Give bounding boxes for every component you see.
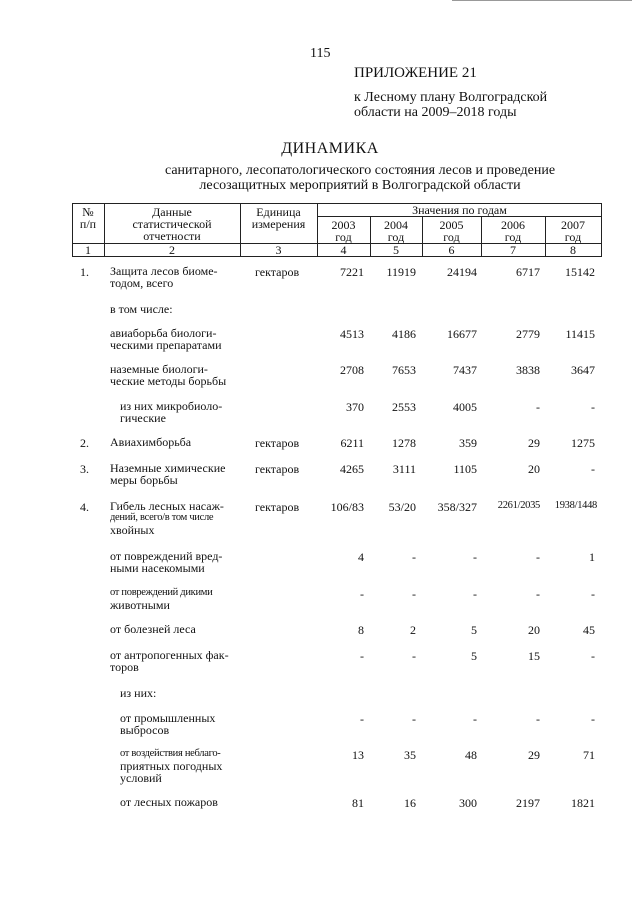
header-unit-line-2: измерения [251,217,306,231]
row-label-line: от повреждений дикими [110,587,213,598]
row-label [110,462,238,486]
row-label [110,303,238,315]
value-2004: - [412,649,416,663]
value-2006: 2779 [516,327,540,341]
header-number [72,206,104,230]
row-label [110,587,238,611]
value-2007: 45 [583,623,595,637]
header-number-symbol: № [82,205,94,219]
row-number: 4. [80,500,89,514]
row-label [120,400,238,424]
column-numbers-rule [72,256,602,257]
appendix-line-1: к Лесному плану Волгоградской [354,90,548,105]
value-2003: 13 [352,748,364,762]
row-label [110,363,238,387]
row-label-line: дений, всего/в том числе [110,512,214,523]
value-2003: 106/83 [330,500,364,514]
row-label-line: выбросов [120,723,170,737]
header-year-value: 2003 [331,218,356,232]
row-unit: гектаров [255,462,300,476]
row-label-line: Авиахимборьба [110,435,192,449]
header-unit [240,206,317,230]
row-label-line: животными [110,598,170,612]
row-label [110,649,238,673]
column-number: 5 [393,243,399,257]
value-2006: 29 [528,748,540,762]
value-2007: 71 [583,748,595,762]
value-2005: 7437 [453,363,477,377]
row-label-line: ными насекомыми [110,561,205,575]
row-label-line: торов [110,660,139,674]
row-unit: гектаров [255,265,300,279]
row-label [120,712,238,736]
appendix-subtitle [354,90,547,120]
header-data-line-2: статистической [132,217,212,231]
page-number: 115 [310,46,331,61]
value-2006: 2197 [516,796,540,810]
value-2007: - [591,400,595,414]
value-2007: 11415 [565,327,595,341]
value-2006: 20 [528,462,540,476]
header-year-2003 [317,219,370,243]
document-subtitle [160,163,560,193]
row-label-line: гические [120,411,166,425]
value-2005: 358/327 [437,500,477,514]
value-2005: 4005 [453,400,477,414]
header-data [104,206,240,242]
value-2005: 48 [465,748,477,762]
header-year-value: 2005 [439,218,464,232]
value-2005: 5 [471,623,477,637]
column-number: 7 [510,243,516,257]
row-label-line: Наземные химические [110,461,226,475]
value-2004: - [412,550,416,564]
value-2007: - [591,587,595,601]
header-year-2004 [370,219,422,243]
header-data-line-3: отчетности [143,229,201,243]
subtitle-line-1: санитарного, лесопатологического состояния лесов и проведение [164,163,556,178]
value-2004: - [412,712,416,726]
value-2007: 15142 [565,265,595,279]
value-2005: 1105 [453,462,477,476]
row-label [110,327,238,351]
header-year-word: год [335,230,352,244]
top-edge-rule [452,0,632,1]
header-year-2006 [481,219,545,243]
value-2007: - [591,462,595,476]
value-2004: 11919 [386,265,416,279]
header-values-group: Значения по годам [412,203,507,217]
value-2006: 6717 [516,265,540,279]
row-label [120,748,238,784]
row-label [120,687,238,699]
value-2007: 1938/1448 [554,500,597,511]
value-2004: - [412,587,416,601]
value-2006: 15 [528,649,540,663]
column-number: 4 [340,243,347,257]
value-2006: - [536,550,540,564]
value-2005: - [473,587,477,601]
row-label-line: ческие методы борьбы [110,374,227,388]
value-2007: - [591,649,595,663]
header-year-word: год [504,230,522,244]
row-label-line: Защита лесов биоме- [110,264,218,278]
document-title: ДИНАМИКА [281,140,379,157]
value-2005: 359 [459,436,477,450]
column-number: 6 [448,243,455,257]
column-number: 1 [85,243,91,257]
column-number: 3 [275,243,282,257]
header-unit-line-1: Единица [256,205,301,219]
row-label-line: тодом, всего [110,276,174,290]
value-2003: 4265 [340,462,364,476]
header-year-2007 [545,219,601,243]
row-label-line: хвойных [110,523,155,537]
value-2004: 35 [404,748,416,762]
row-label-line: наземные биологи- [110,362,208,376]
header-year-2005 [422,219,481,243]
row-number: 2. [80,436,89,450]
header-year-word: год [443,230,460,244]
appendix-title: ПРИЛОЖЕНИЕ 21 [354,65,477,81]
row-label-line: из них: [120,686,157,700]
header-number-abbr: п/п [79,217,97,231]
row-label-line: от промышленных [120,711,216,725]
value-2005: - [473,712,477,726]
subtitle-line-2: лесозащитных мероприятий в Волгоградской области [199,178,521,193]
value-2003: 4 [358,550,364,564]
value-2003: 8 [358,623,364,637]
row-label-line: от повреждений вред- [110,549,223,563]
value-2007: 1 [589,550,595,564]
row-number: 3. [80,462,89,476]
value-2004: 2 [410,623,416,637]
value-2005: 24194 [447,265,477,279]
value-2005: 16677 [447,327,477,341]
row-label [110,550,238,574]
value-2003: 2708 [340,363,364,377]
value-2006: - [536,712,540,726]
header-year-value: 2007 [561,218,585,232]
row-label-line: меры борьбы [110,473,178,487]
row-label-line: условий [120,771,162,785]
value-2007: 1821 [571,796,595,810]
row-label [110,500,238,536]
row-label-line: от воздействия неблаго- [120,748,221,759]
value-2004: 4186 [392,327,416,341]
value-2003: 4513 [340,327,364,341]
header-year-value: 2004 [384,218,408,232]
value-2005: 5 [471,649,477,663]
value-2004: 3111 [392,462,416,476]
header-year-word: год [387,230,405,244]
value-2003: - [360,649,364,663]
value-2005: 300 [459,796,477,810]
header-data-line-1: Данные [152,205,192,219]
row-number: 1. [80,265,89,279]
row-label [110,436,238,448]
row-label-line: авиаборьба биологи- [110,326,217,340]
value-2004: 16 [404,796,416,810]
value-2006: 3838 [516,363,540,377]
value-2006: 29 [528,436,540,450]
row-unit: гектаров [255,500,300,514]
value-2004: 1278 [392,436,416,450]
row-label-line: в том числе: [110,302,173,316]
row-label-line: от антропогенных фак- [110,648,229,662]
value-2006: 2261/2035 [497,500,540,511]
row-label [110,265,238,289]
value-2004: 53/20 [388,500,416,514]
value-2005: - [473,550,477,564]
row-label [110,623,238,635]
value-2006: - [536,400,540,414]
row-label-line: ческими препаратами [110,338,222,352]
header-year-word: год [564,230,582,244]
header-year-value: 2006 [501,218,525,232]
value-2004: 2553 [392,400,416,414]
value-2003: 6211 [340,436,364,450]
row-label-line: из них микробиоло- [120,399,223,413]
value-2003: 81 [352,796,364,810]
value-2006: - [536,587,540,601]
appendix-line-2: области на 2009–2018 годы [354,105,517,120]
value-2007: 1275 [571,436,595,450]
column-number: 8 [570,243,576,257]
row-unit: гектаров [255,436,300,450]
value-2003: 7221 [340,265,364,279]
value-2003: 370 [346,400,364,414]
value-2003: - [360,587,364,601]
row-label [120,796,238,808]
row-label-line: от лесных пожаров [120,795,218,809]
value-2003: - [360,712,364,726]
value-2004: 7653 [392,363,416,377]
row-label-line: от болезней леса [110,622,196,636]
value-2006: 20 [528,623,540,637]
column-number: 2 [169,243,175,257]
value-2007: 3647 [571,363,595,377]
row-label-line: Гибель лесных насаж- [110,499,224,513]
value-2007: - [591,712,595,726]
row-label-line: приятных погодных [120,759,223,773]
